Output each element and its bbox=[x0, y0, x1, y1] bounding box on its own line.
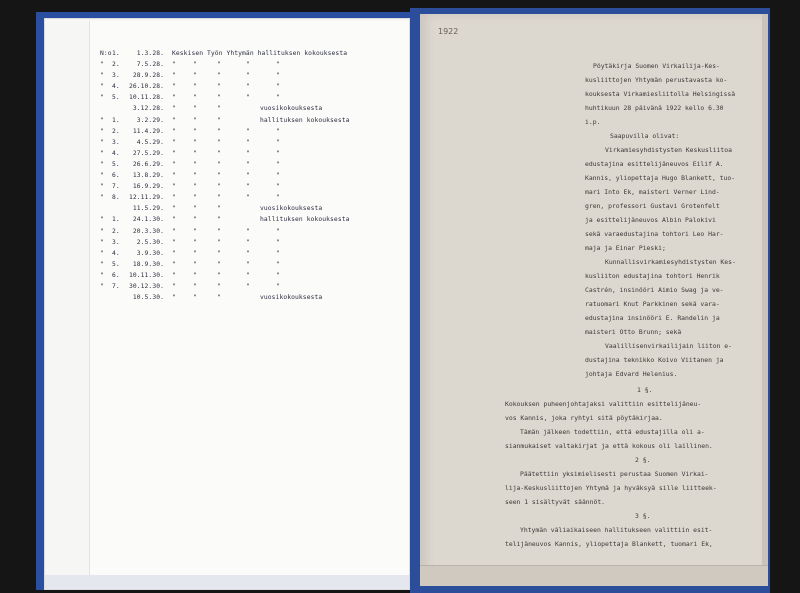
ledger-row bbox=[100, 292, 400, 303]
ledger-ditto-mark: " bbox=[193, 238, 197, 246]
ledger-ditto-mark: " bbox=[193, 205, 197, 213]
ledger-ditto-mark: " bbox=[193, 249, 197, 257]
ledger-row bbox=[100, 281, 400, 292]
ledger-date: 7.5.28. bbox=[136, 61, 164, 69]
ledger-ditto-mark: " bbox=[172, 249, 176, 257]
ledger-ditto-mark: " bbox=[100, 216, 104, 224]
ledger-date: 10.11.30. bbox=[128, 271, 164, 279]
minutes-line: Vaalillisenvirkailijain liiton e- bbox=[605, 342, 732, 350]
ledger-date: 1.3.28. bbox=[136, 50, 164, 57]
minutes-line: Castrén, insinööri Aimio Swag ja ve- bbox=[585, 286, 724, 294]
ledger-ditto-mark: " bbox=[246, 194, 250, 202]
minutes-line: Tämän jälkeen todettiin, että edustajilla oli a- bbox=[520, 428, 705, 436]
ledger-ditto-mark: " bbox=[217, 249, 221, 257]
ledger-number: 4. bbox=[112, 249, 120, 257]
minutes-line: vos Kannis, joka ryhtyi sitä pöytäkirjaa. bbox=[505, 414, 663, 422]
ledger-ditto-mark: " bbox=[217, 94, 221, 102]
ledger-ditto-mark: " bbox=[217, 61, 221, 69]
ledger-ditto-mark: " bbox=[100, 172, 104, 180]
ledger-row bbox=[100, 103, 400, 114]
ledger-number: 2. bbox=[112, 227, 120, 235]
ledger-ditto-mark: " bbox=[172, 160, 176, 168]
minutes-line: edustajina insinööri E. Randelin ja bbox=[585, 314, 720, 322]
ledger-ditto-mark: " bbox=[246, 172, 250, 180]
minutes-line: Kokouksen puheenjohtajaksi valittiin esittelijäneu- bbox=[505, 400, 702, 408]
ledger-ditto-mark: " bbox=[193, 183, 197, 191]
ledger-ditto-mark: " bbox=[246, 249, 250, 257]
ledger-ditto-mark: " bbox=[246, 160, 250, 168]
ledger-ditto-mark: " bbox=[276, 94, 280, 102]
ledger-row bbox=[100, 170, 400, 181]
ledger-date: 12.11.29. bbox=[128, 194, 164, 202]
ledger-ditto-mark: " bbox=[276, 172, 280, 180]
ledger-ditto-mark: " bbox=[246, 138, 250, 146]
ledger-ditto-mark: " bbox=[172, 83, 176, 91]
ledger-row bbox=[100, 115, 400, 126]
ledger-number: 2. bbox=[112, 127, 120, 135]
ledger-ditto-mark: " bbox=[193, 138, 197, 146]
ledger-ditto-mark: " bbox=[217, 105, 221, 113]
ledger-row bbox=[100, 181, 400, 192]
ledger-ditto-mark: " bbox=[172, 260, 176, 268]
ledger-ditto-mark: " bbox=[100, 116, 104, 124]
ledger-ditto-mark: " bbox=[193, 116, 197, 124]
ledger-no-label: N:o bbox=[100, 50, 112, 57]
ledger-ditto-mark: " bbox=[193, 94, 197, 102]
ledger-ditto-mark: " bbox=[100, 260, 104, 268]
ledger-date: 11.5.29. bbox=[132, 205, 164, 213]
right-page bbox=[420, 14, 768, 586]
minutes-line: maisteri Otto Brunn; sekä bbox=[585, 328, 682, 336]
ledger-note: vuosikokouksesta bbox=[260, 294, 323, 302]
ledger-row bbox=[100, 59, 400, 70]
ledger-ditto-mark: " bbox=[217, 183, 221, 191]
ledger-row bbox=[100, 126, 400, 137]
ledger-note: hallituksen kokouksesta bbox=[260, 216, 350, 224]
ledger-ditto-mark: " bbox=[246, 83, 250, 91]
ledger-number: 8. bbox=[112, 194, 120, 202]
ledger-number: 7. bbox=[112, 282, 120, 290]
ledger-ditto-mark: " bbox=[193, 172, 197, 180]
minutes-text bbox=[420, 14, 768, 574]
ledger-ditto-mark: " bbox=[100, 160, 104, 168]
ledger-ditto-mark: " bbox=[193, 105, 197, 113]
ledger-number: 1. bbox=[112, 50, 120, 57]
ledger-ditto-mark: " bbox=[100, 194, 104, 202]
ledger-date: 10.11.28. bbox=[128, 94, 164, 102]
ledger-number: 3. bbox=[112, 238, 120, 246]
ledger-ditto-mark: " bbox=[172, 238, 176, 246]
ledger-ditto-mark: " bbox=[193, 282, 197, 290]
ledger-number: 5. bbox=[112, 160, 120, 168]
ledger-ditto-mark: " bbox=[276, 227, 280, 235]
minutes-line: Yhtymän väliaikaiseen hallitukseen valittiin esit- bbox=[520, 526, 713, 534]
ledger-ditto-mark: " bbox=[172, 172, 176, 180]
ledger-ditto-mark: " bbox=[217, 138, 221, 146]
minutes-line: sianmukaiset valtakirjat ja että kokous oli laillinen. bbox=[505, 442, 713, 450]
ledger-ditto-mark: " bbox=[172, 282, 176, 290]
ledger-ditto-mark: " bbox=[193, 61, 197, 69]
ledger-number: 3. bbox=[112, 138, 120, 146]
ledger-ditto-mark: " bbox=[246, 149, 250, 157]
ledger-ditto-mark: " bbox=[193, 83, 197, 91]
ledger-ditto-mark: " bbox=[172, 149, 176, 157]
ledger-ditto-mark: " bbox=[100, 138, 104, 146]
ledger-ditto-mark: " bbox=[217, 216, 221, 224]
ledger-ditto-mark: " bbox=[246, 61, 250, 69]
minutes-line: Kunnallisvirkamiesyhdistysten Kes- bbox=[605, 258, 736, 266]
ledger-ditto-mark: " bbox=[193, 271, 197, 279]
ledger-ditto-mark: " bbox=[217, 238, 221, 246]
ledger-row bbox=[100, 226, 400, 237]
ledger-date: 28.9.28. bbox=[132, 72, 164, 80]
ledger-ditto-mark: " bbox=[246, 238, 250, 246]
ledger-ditto-mark: " bbox=[217, 160, 221, 168]
minutes-line: mari Into Ek, maisteri Verner Lind- bbox=[585, 188, 720, 196]
ledger-date: 18.9.30. bbox=[132, 260, 164, 268]
ledger-date: 27.5.29. bbox=[132, 149, 164, 157]
ledger-ditto-mark: " bbox=[276, 183, 280, 191]
minutes-line: ratuomari Knut Parkkinen sekä vara- bbox=[585, 300, 720, 308]
minutes-line: telijäneuvos Kannis, yliopettaja Blankett, tuomari Ek, bbox=[505, 540, 713, 548]
ledger-ditto-mark: " bbox=[276, 260, 280, 268]
ledger-row bbox=[100, 92, 400, 103]
minutes-line: lija-Keskusliittojen Yhtymä ja hyväksyä sille liitteek- bbox=[505, 484, 717, 492]
ledger-date: 11.4.29. bbox=[132, 127, 164, 135]
ledger-date: 24.1.30. bbox=[132, 216, 164, 224]
ledger-date: 3.9.30. bbox=[136, 249, 164, 257]
minutes-line: johtaja Edvard Helenius. bbox=[585, 370, 678, 378]
ledger-number: 6. bbox=[112, 172, 120, 180]
folio-number: 1922 bbox=[438, 27, 459, 36]
minutes-line: huhtikuun 28 päivänä 1922 kello 6.30 bbox=[585, 104, 724, 112]
ledger-row bbox=[100, 237, 400, 248]
ledger-row bbox=[100, 214, 400, 225]
ledger-ditto-mark: " bbox=[100, 149, 104, 157]
ledger-description: Keskisen Työn Yhtymän hallituksen kokouksesta bbox=[172, 50, 348, 57]
ledger-ditto-mark: " bbox=[246, 72, 250, 80]
minutes-line: 2 §. bbox=[635, 456, 651, 464]
ledger-ditto-mark: " bbox=[172, 227, 176, 235]
ledger-ditto-mark: " bbox=[193, 72, 197, 80]
ledger-ditto-mark: " bbox=[193, 149, 197, 157]
ledger-ditto-mark: " bbox=[172, 205, 176, 213]
ledger-ditto-mark: " bbox=[276, 271, 280, 279]
minutes-line: maja ja Einar Pieski; bbox=[585, 244, 666, 252]
ledger-note: vuosikokouksesta bbox=[260, 205, 323, 213]
ledger-date: 13.8.29. bbox=[132, 172, 164, 180]
ledger-row bbox=[100, 248, 400, 259]
ledger-number: 2. bbox=[112, 61, 120, 69]
minutes-line: edustajina esittelijäneuvos Eilif A. bbox=[585, 160, 724, 168]
ledger-row bbox=[100, 259, 400, 270]
ledger-ditto-mark: " bbox=[172, 105, 176, 113]
ledger-ditto-mark: " bbox=[246, 227, 250, 235]
ledger-ditto-mark: " bbox=[100, 183, 104, 191]
ledger-number: 5. bbox=[112, 260, 120, 268]
ledger-number: 6. bbox=[112, 271, 120, 279]
ledger-ditto-mark: " bbox=[217, 72, 221, 80]
ledger-ditto-mark: " bbox=[100, 94, 104, 102]
ledger-ditto-mark: " bbox=[100, 72, 104, 80]
ledger-header-row bbox=[100, 48, 400, 59]
minutes-line: seen 1 sisältyvät säännöt. bbox=[505, 498, 606, 506]
ledger-ditto-mark: " bbox=[217, 172, 221, 180]
ledger-ditto-mark: " bbox=[246, 260, 250, 268]
ledger-ditto-mark: " bbox=[100, 249, 104, 257]
ledger-ditto-mark: " bbox=[172, 294, 176, 302]
ledger-date: 20.3.30. bbox=[132, 227, 164, 235]
ledger-date: 3.2.29. bbox=[136, 116, 164, 124]
ledger-ditto-mark: " bbox=[172, 138, 176, 146]
ledger-ditto-mark: " bbox=[217, 227, 221, 235]
ledger-ditto-mark: " bbox=[172, 116, 176, 124]
ledger-ditto-mark: " bbox=[193, 227, 197, 235]
ledger-ditto-mark: " bbox=[193, 260, 197, 268]
ledger-ditto-mark: " bbox=[217, 127, 221, 135]
ledger-row bbox=[100, 81, 400, 92]
ledger-row bbox=[100, 70, 400, 81]
minutes-line: 1 §. bbox=[637, 386, 653, 394]
ledger-date: 26.10.28. bbox=[128, 83, 164, 91]
ledger-date: 4.5.29. bbox=[136, 138, 164, 146]
ledger-number: 4. bbox=[112, 83, 120, 91]
ledger-number: 7. bbox=[112, 183, 120, 191]
ledger-ditto-mark: " bbox=[217, 149, 221, 157]
minutes-line: gren, professori Gustavi Grotenfelt bbox=[585, 202, 720, 210]
minutes-line: dustajina teknikko Koivo Viitanen ja bbox=[585, 356, 724, 364]
ledger-number: 4. bbox=[112, 149, 120, 157]
ledger-ditto-mark: " bbox=[246, 271, 250, 279]
ledger-ditto-mark: " bbox=[172, 61, 176, 69]
ledger-ditto-mark: " bbox=[100, 282, 104, 290]
ledger-ditto-mark: " bbox=[193, 127, 197, 135]
ledger-ditto-mark: " bbox=[276, 160, 280, 168]
ledger-ditto-mark: " bbox=[217, 294, 221, 302]
ledger-ditto-mark: " bbox=[100, 238, 104, 246]
ledger-date: 30.12.30. bbox=[128, 282, 164, 290]
ledger-ditto-mark: " bbox=[276, 72, 280, 80]
ledger-ditto-mark: " bbox=[276, 282, 280, 290]
ledger-ditto-mark: " bbox=[217, 83, 221, 91]
minutes-line: kouksesta Virkamiesliitolla Helsingissä bbox=[585, 90, 736, 98]
ledger-date: 16.9.29. bbox=[132, 183, 164, 191]
meeting-index-list bbox=[100, 48, 400, 303]
ledger-number: 3. bbox=[112, 72, 120, 80]
ledger-ditto-mark: " bbox=[193, 194, 197, 202]
ledger-ditto-mark: " bbox=[100, 127, 104, 135]
ledger-ditto-mark: " bbox=[100, 227, 104, 235]
ledger-ditto-mark: " bbox=[172, 94, 176, 102]
ledger-ditto-mark: " bbox=[276, 249, 280, 257]
ledger-ditto-mark: " bbox=[217, 271, 221, 279]
ledger-ditto-mark: " bbox=[172, 194, 176, 202]
ledger-ditto-mark: " bbox=[193, 216, 197, 224]
ledger-row bbox=[100, 159, 400, 170]
ledger-ditto-mark: " bbox=[276, 149, 280, 157]
ledger-ditto-mark: " bbox=[193, 160, 197, 168]
ledger-ditto-mark: " bbox=[172, 216, 176, 224]
ledger-number: 1. bbox=[112, 216, 120, 224]
ledger-ditto-mark: " bbox=[246, 282, 250, 290]
ledger-number: 5. bbox=[112, 94, 120, 102]
ledger-row bbox=[100, 148, 400, 159]
minutes-line: kusliiton edustajina tohtori Henrik bbox=[585, 272, 720, 280]
ledger-ditto-mark: " bbox=[217, 194, 221, 202]
ledger-ditto-mark: " bbox=[100, 61, 104, 69]
ledger-ditto-mark: " bbox=[276, 138, 280, 146]
ledger-ditto-mark: " bbox=[246, 183, 250, 191]
ledger-ditto-mark: " bbox=[217, 260, 221, 268]
minutes-line: i.p. bbox=[585, 118, 601, 126]
minutes-line: ja esittelijäneuvos Albin Palokivi bbox=[585, 216, 716, 224]
ledger-ditto-mark: " bbox=[217, 116, 221, 124]
ledger-row bbox=[100, 203, 400, 214]
ledger-ditto-mark: " bbox=[217, 282, 221, 290]
ledger-date: 2.5.30. bbox=[136, 238, 164, 246]
ledger-ditto-mark: " bbox=[276, 127, 280, 135]
ledger-date: 10.5.30. bbox=[132, 294, 164, 302]
ledger-ditto-mark: " bbox=[100, 83, 104, 91]
minutes-line: 3 §. bbox=[635, 512, 651, 520]
ledger-ditto-mark: " bbox=[217, 205, 221, 213]
minutes-line: kusliittojen Yhtymän perustavasta ko- bbox=[585, 76, 728, 84]
minutes-line: Päätettiin yksimielisesti perustaa Suomen Virkai- bbox=[520, 470, 709, 478]
ledger-date: 26.6.29. bbox=[132, 160, 164, 168]
minutes-line: sekä varaedustajina tohtori Leo Har- bbox=[585, 230, 724, 238]
minutes-line: Kannis, yliopettaja Hugo Blankett, tuo- bbox=[585, 174, 736, 182]
ledger-date: 3.12.28. bbox=[132, 105, 164, 113]
ledger-ditto-mark: " bbox=[276, 194, 280, 202]
ledger-row bbox=[100, 270, 400, 281]
ledger-ditto-mark: " bbox=[276, 238, 280, 246]
ledger-number: 1. bbox=[112, 116, 120, 124]
ledger-ditto-mark: " bbox=[276, 83, 280, 91]
ledger-note: hallituksen kokouksesta bbox=[260, 116, 350, 124]
ledger-ditto-mark: " bbox=[246, 127, 250, 135]
ledger-ditto-mark: " bbox=[172, 271, 176, 279]
ledger-ditto-mark: " bbox=[172, 183, 176, 191]
minutes-line: Virkamiesyhdistysten Keskusliitoa bbox=[605, 146, 732, 154]
ledger-ditto-mark: " bbox=[193, 294, 197, 302]
ledger-row bbox=[100, 192, 400, 203]
ledger-ditto-mark: " bbox=[276, 61, 280, 69]
ledger-ditto-mark: " bbox=[172, 127, 176, 135]
left-page-bottom-strip bbox=[45, 575, 409, 589]
ledger-ditto-mark: " bbox=[246, 94, 250, 102]
minutes-line: Pöytäkirja Suomen Virkailija-Kes- bbox=[593, 62, 720, 70]
ledger-ditto-mark: " bbox=[100, 271, 104, 279]
ledger-note: vuosikokouksesta bbox=[260, 105, 323, 113]
minutes-line: Saapuvilla olivat: bbox=[610, 132, 680, 140]
ledger-ditto-mark: " bbox=[172, 72, 176, 80]
ledger-row bbox=[100, 137, 400, 148]
